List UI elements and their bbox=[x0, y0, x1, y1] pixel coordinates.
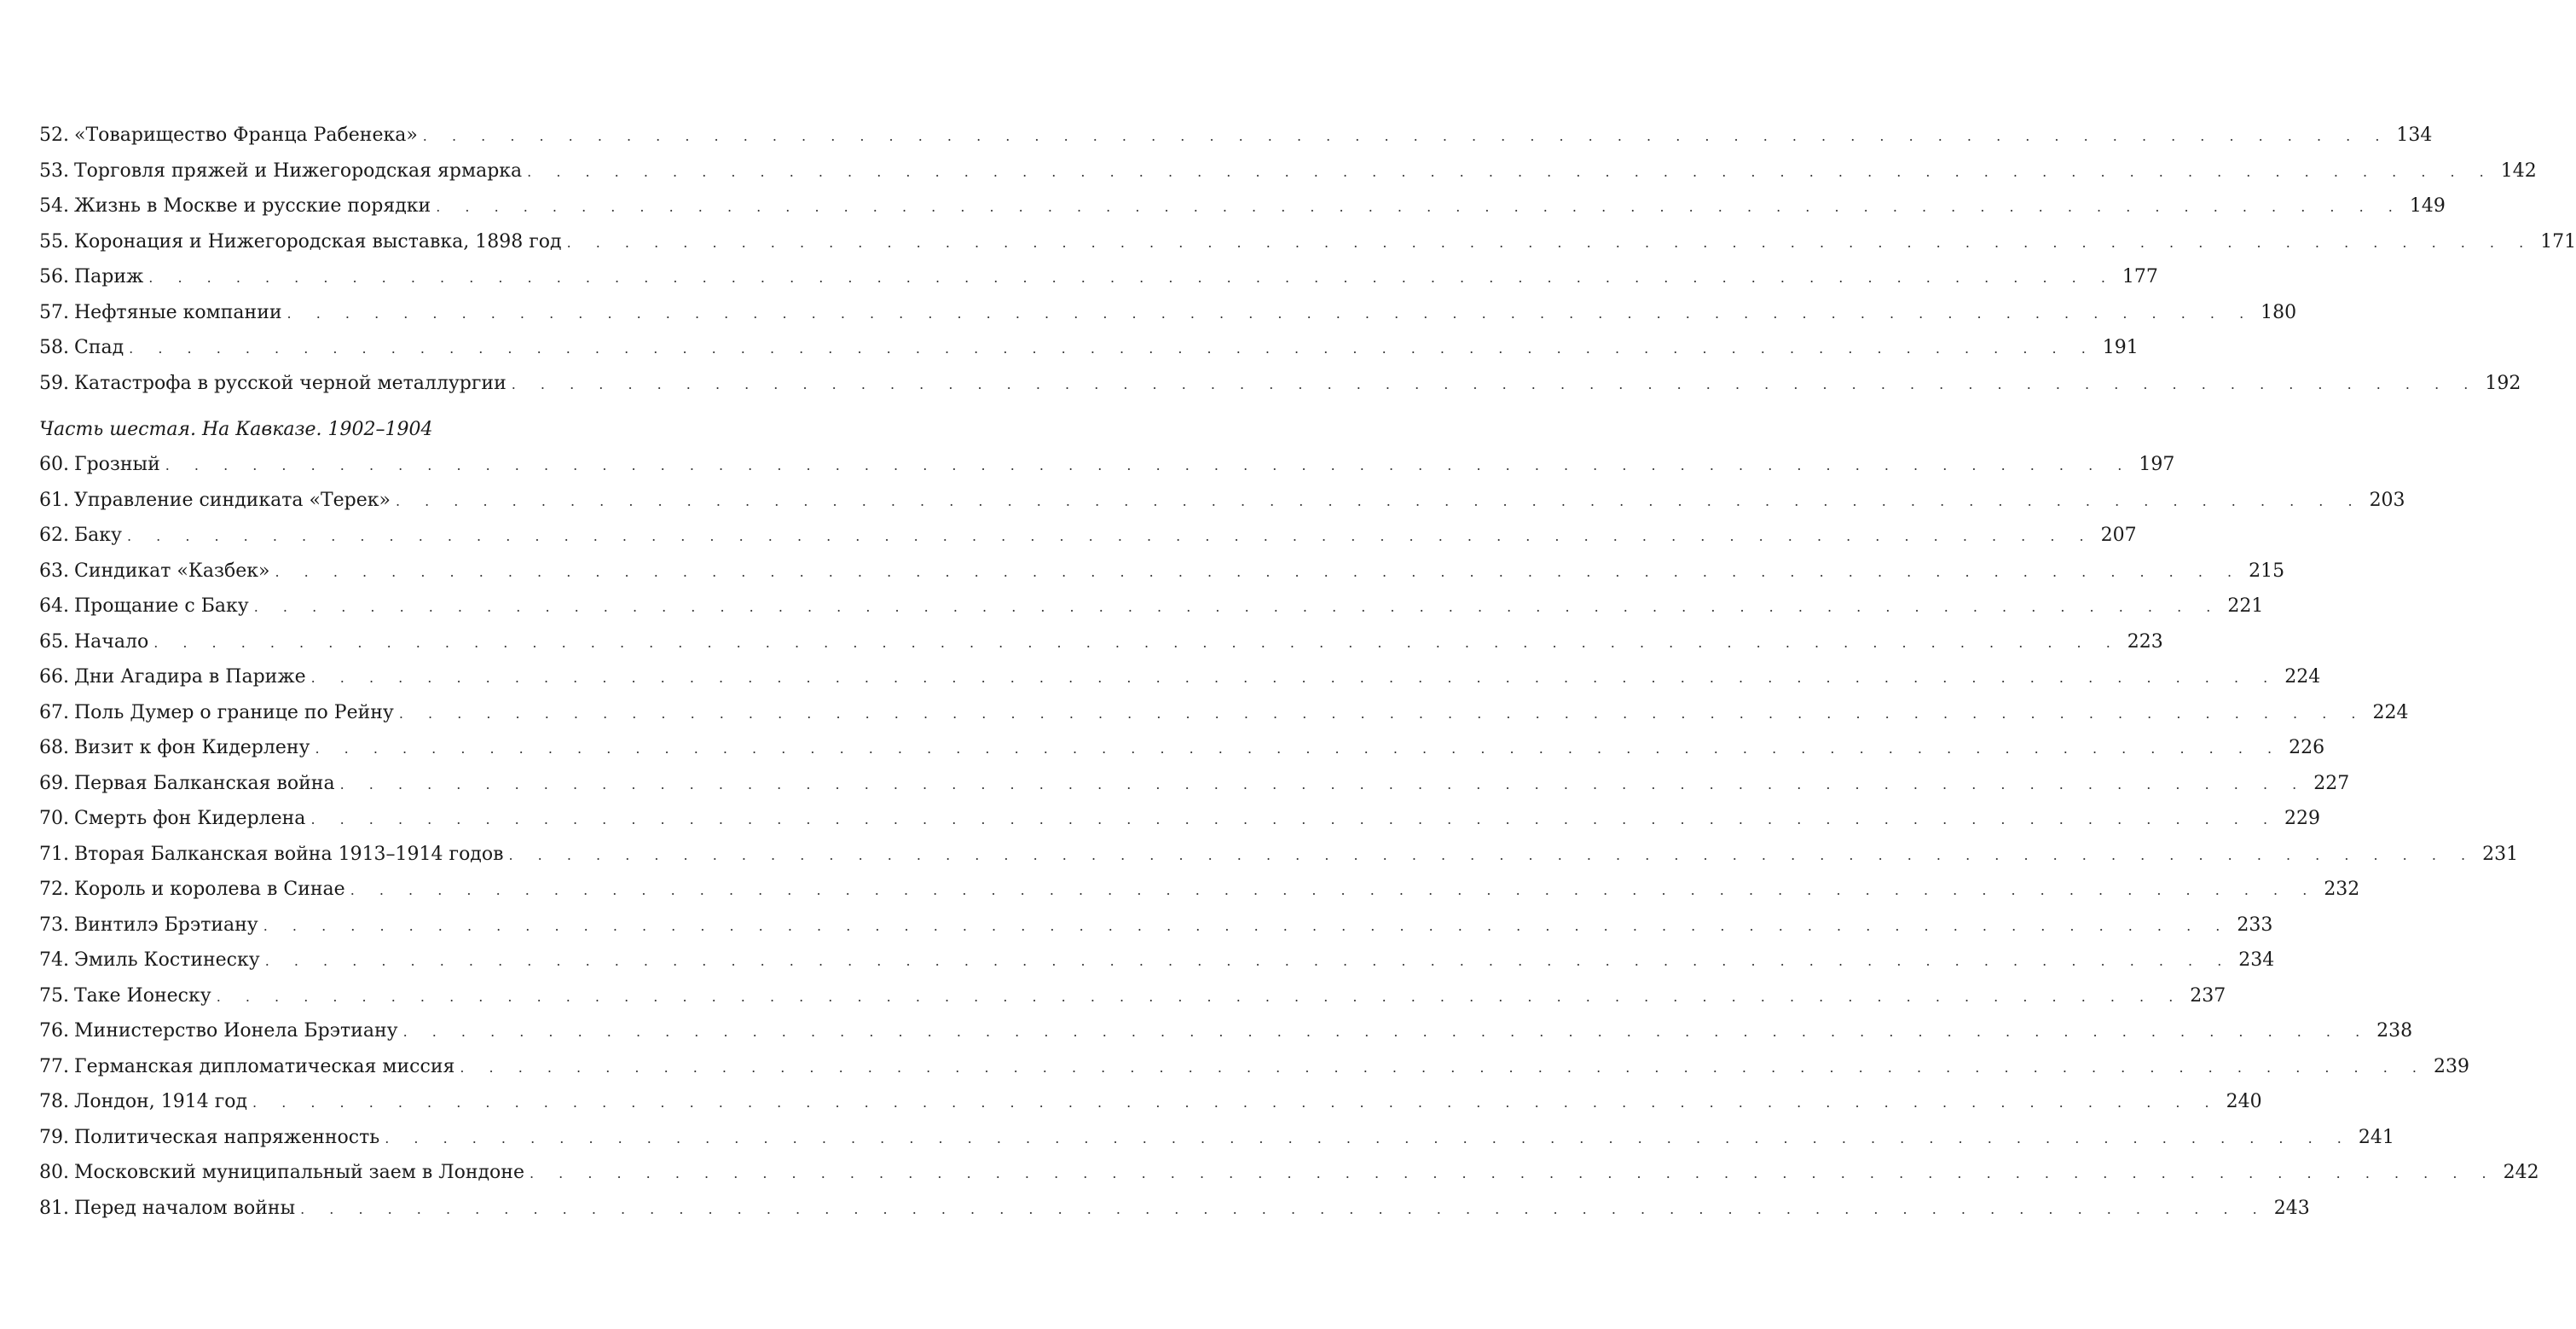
toc-dot-leader: . . . . . . . . . . . . . . . . . . . . . . . . . . . . . . . . . . . . . . . . . . . . . . . . . . . . . . . . . . . . . . . . . . . . bbox=[253, 599, 2221, 615]
toc-entry-title: Поль Думер о границе по Рейну bbox=[74, 701, 394, 723]
toc-entry-number: 78. bbox=[39, 1091, 69, 1112]
toc-entry-title: Министерство Ионела Брэтиану bbox=[74, 1020, 398, 1042]
toc-dot-leader: . . . . . . . . . . . . . . . . . . . . . . . . . . . . . . . . . . . . . . . . . . . . . . . . . . . . . . . . . . . . . . . . . . . . bbox=[529, 1165, 2497, 1181]
toc-entry-page: 191 bbox=[2102, 337, 2139, 358]
toc-entry-page: 231 bbox=[2482, 843, 2519, 865]
toc-group-part-six bbox=[39, 447, 2539, 1226]
toc-entry-title: «Товарищество Франца Рабенека» bbox=[74, 125, 418, 146]
toc-entry bbox=[39, 447, 2175, 483]
toc-dot-leader: . . . . . . . . . . . . . . . . . . . . . . . . . . . . . . . . . . . . . . . . . . . . . . . . . . . . . . . . . . . . . . . . . . . . bbox=[300, 1200, 2267, 1217]
toc-entry-title: Лондон, 1914 год bbox=[74, 1091, 248, 1112]
toc-entry bbox=[39, 518, 2137, 554]
toc-entry-number: 64. bbox=[39, 595, 69, 617]
toc-entry-title: Вторая Балканская война 1913–1914 годов bbox=[74, 843, 504, 865]
toc-entry-page: 192 bbox=[2485, 372, 2521, 394]
toc-entry-title: Прощание с Баку bbox=[74, 595, 249, 617]
toc-dot-leader: . . . . . . . . . . . . . . . . . . . . . . . . . . . . . . . . . . . . . . . . . . . . . . . . . . . . . . . . . . . . . . . . . . . . bbox=[315, 740, 2283, 757]
toc-entry-page: 237 bbox=[2190, 984, 2226, 1007]
toc-entry bbox=[39, 295, 2297, 331]
toc-entry-number: 65. bbox=[39, 630, 69, 653]
toc-dot-leader: . . . . . . . . . . . . . . . . . . . . . . . . . . . . . . . . . . . . . . . . . . . . . . . . . . . . . . . . . . . . . . . . . . . . bbox=[566, 234, 2534, 251]
toc-entry-number: 70. bbox=[39, 808, 69, 829]
toc-entry bbox=[39, 259, 2158, 295]
toc-dot-leader: . . . . . . . . . . . . . . . . . . . . . . . . . . . . . . . . . . . . . . . . . . . . . . . . . . . . . . . . . . . . . . . . . . . . bbox=[395, 492, 2363, 509]
toc-entry bbox=[39, 837, 2519, 873]
toc-entry-number: 66. bbox=[39, 666, 69, 688]
toc-entry-title: Начало bbox=[74, 630, 149, 653]
toc-entry-title: Коронация и Нижегородская выставка, 1898 год bbox=[74, 230, 562, 252]
toc-dot-leader: . . . . . . . . . . . . . . . . . . . . . . . . . . . . . . . . . . . . . . . . . . . . . . . . . . . . . . . . . . . . . . . . . . . . bbox=[398, 705, 2366, 722]
toc-entry bbox=[39, 908, 2273, 943]
toc-entry-page: 227 bbox=[2313, 772, 2350, 794]
toc-dot-leader: . . . . . . . . . . . . . . . . . . . . . . . . . . . . . . . . . . . . . . . . . . . . . . . . . . . . . . . . . . . . . . . . . . . . bbox=[310, 811, 2278, 827]
toc-entry-number: 63. bbox=[39, 560, 69, 582]
toc-entry-number: 58. bbox=[39, 337, 69, 358]
toc-entry-page: 177 bbox=[2122, 266, 2158, 287]
toc-entry-title: Король и королева в Синае bbox=[74, 879, 345, 900]
toc-entry bbox=[39, 978, 2226, 1014]
toc-entry bbox=[39, 483, 2405, 519]
toc-entry bbox=[39, 766, 2350, 802]
toc-entry-number: 76. bbox=[39, 1020, 69, 1042]
toc-entry bbox=[39, 330, 2139, 366]
toc-entry bbox=[39, 189, 2446, 224]
toc-entry-page: 233 bbox=[2237, 914, 2273, 936]
toc-entry-title: Спад bbox=[74, 337, 124, 358]
toc-entry bbox=[39, 1120, 2394, 1156]
toc-entry-number: 56. bbox=[39, 266, 69, 287]
toc-dot-leader: . . . . . . . . . . . . . . . . . . . . . . . . . . . . . . . . . . . . . . . . . . . . . . . . . . . . . . . . . . . . . . . . . . . . bbox=[310, 670, 2278, 686]
toc-dot-leader: . . . . . . . . . . . . . . . . . . . . . . . . . . . . . . . . . . . . . . . . . . . . . . . . . . . . . . . . . . . . . . . . . . . . bbox=[436, 199, 2403, 215]
toc-entry-number: 80. bbox=[39, 1162, 69, 1183]
section-heading: Часть шестая. На Кавказе. 1902–1904 bbox=[39, 419, 433, 440]
toc-entry-page: 180 bbox=[2261, 301, 2297, 323]
toc-entry-page: 226 bbox=[2289, 737, 2325, 758]
toc-dot-leader: . . . . . . . . . . . . . . . . . . . . . . . . . . . . . . . . . . . . . . . . . . . . . . . . . . . . . . . . . . . . . . . . . . . . bbox=[385, 1129, 2352, 1146]
toc-entry bbox=[39, 624, 2163, 660]
toc-entry-page: 229 bbox=[2284, 808, 2321, 829]
toc-entry bbox=[39, 1084, 2262, 1120]
toc-entry bbox=[39, 366, 2521, 402]
toc-entry-page: 171 bbox=[2540, 230, 2576, 252]
toc-entry bbox=[39, 943, 2275, 978]
table-of-contents bbox=[39, 118, 2576, 1226]
toc-entry-title: Нефтяные компании bbox=[74, 301, 282, 323]
toc-dot-leader: . . . . . . . . . . . . . . . . . . . . . . . . . . . . . . . . . . . . . . . . . . . . . . . . . . . . . . . . . . . . . . . . . . . . bbox=[275, 563, 2243, 580]
toc-entry-page: 224 bbox=[2284, 666, 2321, 688]
toc-entry-page: 243 bbox=[2273, 1197, 2310, 1219]
toc-entry-title: Московский муниципальный заем в Лондоне bbox=[74, 1162, 524, 1183]
toc-dot-leader: . . . . . . . . . . . . . . . . . . . . . . . . . . . . . . . . . . . . . . . . . . . . . . . . . . . . . . . . . . . . . . . . . . . . bbox=[216, 988, 2184, 1005]
toc-entry-title: Грозный bbox=[74, 454, 160, 475]
toc-entry bbox=[39, 1155, 2539, 1191]
toc-entry-title: Синдикат «Казбек» bbox=[74, 560, 270, 582]
toc-entry-number: 62. bbox=[39, 525, 69, 546]
toc-entry-page: 203 bbox=[2369, 489, 2405, 511]
toc-dot-leader: . . . . . . . . . . . . . . . . . . . . . . . . . . . . . . . . . . . . . . . . . . . . . . . . . . . . . . . . . . . . . . . . . . . . bbox=[511, 375, 2479, 392]
toc-entry-page: 221 bbox=[2227, 595, 2264, 617]
toc-dot-leader: . . . . . . . . . . . . . . . . . . . . . . . . . . . . . . . . . . . . . . . . . . . . . . . . . . . . . . . . . . . . . . . . . . . . bbox=[508, 846, 2476, 863]
toc-entry-page: 149 bbox=[2409, 195, 2446, 217]
toc-entry-page: 240 bbox=[2226, 1091, 2262, 1112]
toc-entry-number: 81. bbox=[39, 1197, 69, 1219]
toc-dot-leader: . . . . . . . . . . . . . . . . . . . . . . . . . . . . . . . . . . . . . . . . . . . . . . . . . . . . . . . . . . . . . . . . . . . . bbox=[165, 457, 2133, 473]
toc-entry bbox=[39, 224, 2576, 260]
toc-entry-number: 77. bbox=[39, 1055, 69, 1077]
toc-entry-page: 224 bbox=[2372, 701, 2409, 723]
toc-entry-page: 207 bbox=[2100, 525, 2137, 546]
toc-dot-leader: . . . . . . . . . . . . . . . . . . . . . . . . . . . . . . . . . . . . . . . . . . . . . . . . . . . . . . . . . . . . . . . . . . . . bbox=[153, 634, 2121, 651]
toc-entry-title: Винтилэ Брэтиану bbox=[74, 914, 258, 936]
toc-entry-number: 71. bbox=[39, 843, 69, 865]
toc-entry-number: 68. bbox=[39, 737, 69, 758]
toc-entry-title: Париж bbox=[74, 266, 144, 287]
toc-entry-number: 53. bbox=[39, 160, 69, 182]
toc-entry-number: 54. bbox=[39, 195, 69, 217]
toc-entry-page: 241 bbox=[2358, 1126, 2394, 1148]
toc-entry-title: Дни Агадира в Париже bbox=[74, 666, 306, 688]
toc-entry bbox=[39, 589, 2264, 624]
toc-entry bbox=[39, 659, 2321, 695]
toc-entry bbox=[39, 1191, 2310, 1227]
toc-entry-title: Катастрофа в русской черной металлургии bbox=[74, 372, 507, 394]
toc-dot-leader: . . . . . . . . . . . . . . . . . . . . . . . . . . . . . . . . . . . . . . . . . . . . . . . . . . . . . . . . . . . . . . . . . . . . bbox=[460, 1059, 2427, 1076]
toc-entry-page: 142 bbox=[2500, 160, 2537, 182]
toc-dot-leader: . . . . . . . . . . . . . . . . . . . . . . . . . . . . . . . . . . . . . . . . . . . . . . . . . . . . . . . . . . . . . . . . . . . . bbox=[527, 163, 2494, 180]
toc-entry-title: Политическая напряженность bbox=[74, 1126, 380, 1148]
toc-dot-leader: . . . . . . . . . . . . . . . . . . . . . . . . . . . . . . . . . . . . . . . . . . . . . . . . . . . . . . . . . . . . . . . . . . . . bbox=[287, 305, 2255, 322]
toc-entry-title: Смерть фон Кидерлена bbox=[74, 808, 306, 829]
toc-entry-number: 73. bbox=[39, 914, 69, 936]
toc-entry-number: 67. bbox=[39, 701, 69, 723]
toc-dot-leader: . . . . . . . . . . . . . . . . . . . . . . . . . . . . . . . . . . . . . . . . . . . . . . . . . . . . . . . . . . . . . . . . . . . . bbox=[422, 128, 2390, 144]
toc-entry-page: 239 bbox=[2433, 1055, 2469, 1077]
toc-entry-number: 61. bbox=[39, 489, 69, 511]
toc-dot-leader: . . . . . . . . . . . . . . . . . . . . . . . . . . . . . . . . . . . . . . . . . . . . . . . . . . . . . . . . . . . . . . . . . . . . bbox=[263, 917, 2231, 934]
toc-dot-leader: . . . . . . . . . . . . . . . . . . . . . . . . . . . . . . . . . . . . . . . . . . . . . . . . . . . . . . . . . . . . . . . . . . . . bbox=[148, 270, 2116, 286]
toc-dot-leader: . . . . . . . . . . . . . . . . . . . . . . . . . . . . . . . . . . . . . . . . . . . . . . . . . . . . . . . . . . . . . . . . . . . . bbox=[264, 953, 2232, 969]
toc-entry-number: 69. bbox=[39, 772, 69, 794]
toc-entry-title: Жизнь в Москве и русские порядки bbox=[74, 195, 431, 217]
toc-entry bbox=[39, 730, 2325, 766]
toc-entry bbox=[39, 801, 2321, 837]
toc-entry-title: Торговля пряжей и Нижегородская ярмарка bbox=[74, 160, 523, 182]
toc-entry-page: 242 bbox=[2503, 1162, 2539, 1183]
toc-entry-title: Первая Балканская война bbox=[74, 772, 335, 794]
toc-dot-leader: . . . . . . . . . . . . . . . . . . . . . . . . . . . . . . . . . . . . . . . . . . . . . . . . . . . . . . . . . . . . . . . . . . . . bbox=[402, 1024, 2370, 1040]
toc-entry-page: 223 bbox=[2127, 630, 2163, 653]
toc-entry bbox=[39, 554, 2285, 589]
toc-entry-number: 55. bbox=[39, 230, 69, 252]
toc-dot-leader: . . . . . . . . . . . . . . . . . . . . . . . . . . . . . . . . . . . . . . . . . . . . . . . . . . . . . . . . . . . . . . . . . . . . bbox=[339, 775, 2307, 792]
toc-entry-number: 74. bbox=[39, 949, 69, 971]
toc-entry-title: Визит к фон Кидерлену bbox=[74, 737, 310, 758]
toc-entry bbox=[39, 118, 2433, 154]
toc-entry bbox=[39, 1013, 2413, 1049]
toc-entry-number: 72. bbox=[39, 879, 69, 900]
toc-entry-number: 57. bbox=[39, 301, 69, 323]
toc-entry-title: Эмиль Костинеску bbox=[74, 949, 260, 971]
toc-entry-number: 59. bbox=[39, 372, 69, 394]
toc-entry bbox=[39, 154, 2537, 189]
toc-entry bbox=[39, 1049, 2469, 1085]
toc-dot-leader: . . . . . . . . . . . . . . . . . . . . . . . . . . . . . . . . . . . . . . . . . . . . . . . . . . . . . . . . . . . . . . . . . . . . bbox=[252, 1094, 2220, 1111]
toc-entry-title: Управление синдиката «Терек» bbox=[74, 489, 391, 511]
toc-entry-title: Германская дипломатическая миссия bbox=[74, 1055, 455, 1077]
toc-entry-number: 60. bbox=[39, 454, 69, 475]
toc-entry-page: 232 bbox=[2324, 879, 2360, 900]
toc-entry-page: 197 bbox=[2139, 454, 2175, 475]
toc-entry-page: 134 bbox=[2396, 125, 2433, 146]
toc-group-part-five bbox=[39, 118, 2576, 401]
toc-dot-leader: . . . . . . . . . . . . . . . . . . . . . . . . . . . . . . . . . . . . . . . . . . . . . . . . . . . . . . . . . . . . . . . . . . . . bbox=[129, 340, 2096, 357]
toc-entry-title: Таке Ионеску bbox=[74, 984, 211, 1007]
toc-entry bbox=[39, 695, 2409, 731]
toc-entry-number: 52. bbox=[39, 125, 69, 146]
toc-entry-title: Баку bbox=[74, 525, 122, 546]
toc-entry-page: 238 bbox=[2376, 1020, 2413, 1042]
toc-entry-title: Перед началом войны bbox=[74, 1197, 296, 1219]
toc-entry bbox=[39, 872, 2360, 908]
toc-entry-page: 234 bbox=[2238, 949, 2275, 971]
toc-dot-leader: . . . . . . . . . . . . . . . . . . . . . . . . . . . . . . . . . . . . . . . . . . . . . . . . . . . . . . . . . . . . . . . . . . . . bbox=[126, 528, 2094, 544]
toc-entry-number: 79. bbox=[39, 1126, 69, 1148]
toc-dot-leader: . . . . . . . . . . . . . . . . . . . . . . . . . . . . . . . . . . . . . . . . . . . . . . . . . . . . . . . . . . . . . . . . . . . . bbox=[350, 882, 2318, 898]
toc-entry-number: 75. bbox=[39, 984, 69, 1007]
toc-entry-page: 215 bbox=[2249, 560, 2285, 582]
